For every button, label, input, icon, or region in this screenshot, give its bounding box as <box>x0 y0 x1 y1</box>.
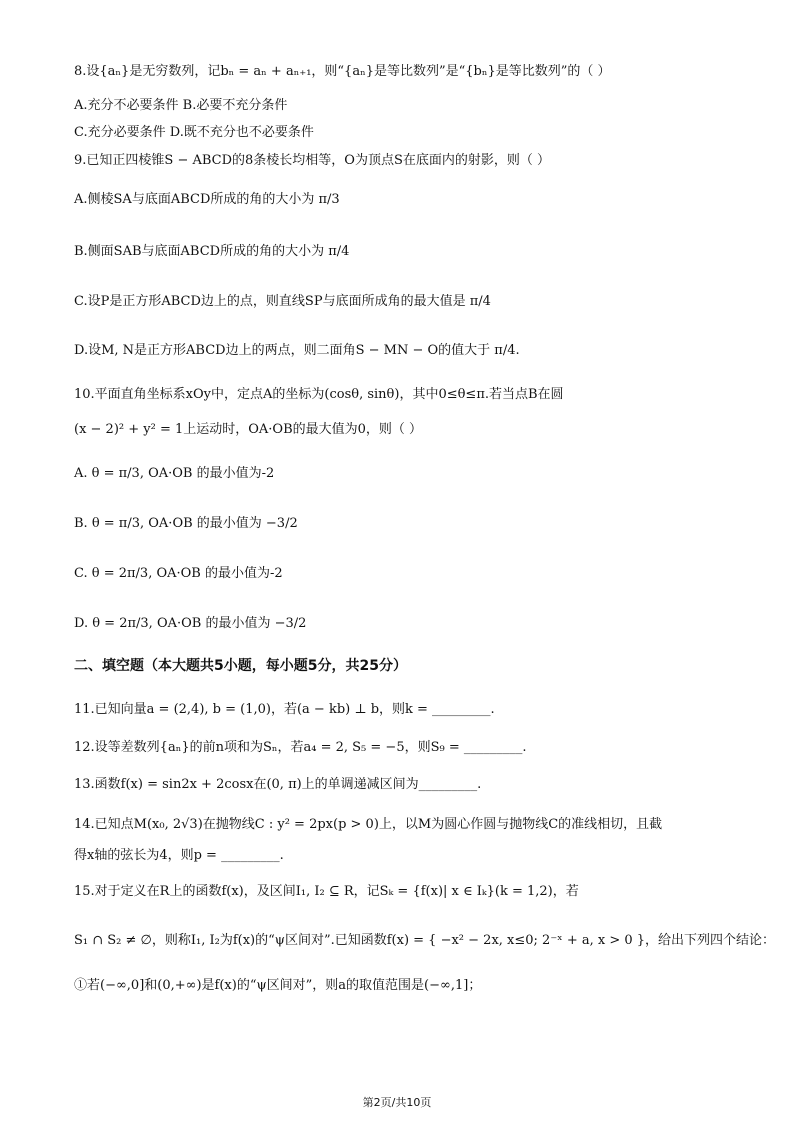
q10-stem-line1: 10.平面直角坐标系xOy中，定点A的坐标为(cosθ, sinθ)，其中0≤θ≤π.若当点B在圆 <box>74 387 564 402</box>
q10-option-a: A. θ = π/3, OA·OB 的最小值为-2 <box>74 466 275 481</box>
section-heading-fill-in: 二、填空题（本大题共5小题，每小题5分，共25分） <box>74 658 407 674</box>
q10-option-d: D. θ = 2π/3, OA·OB 的最小值为 −3/2 <box>74 616 307 631</box>
q15-line1: 15.对于定义在R上的函数f(x)，及区间I₁, I₂ ⊆ R，记Sₖ = {f(x)| x ∈ Iₖ}(k = 1,2)，若 <box>74 884 579 899</box>
q12: 12.设等差数列{aₙ}的前n项和为Sₙ，若a₄ = 2, S₅ = −5，则S₉ = _________. <box>74 740 527 755</box>
q8-stem: 8.设{aₙ}是无穷数列，记bₙ = aₙ + aₙ₊₁，则“{aₙ}是等比数列”是“{bₙ}是等比数列”的（ ） <box>74 64 611 79</box>
q10-stem-line2: (x − 2)² + y² = 1上运动时，OA·OB的最大值为0，则（ ） <box>74 422 423 437</box>
q8-options-cd: C.充分必要条件 D.既不充分也不必要条件 <box>74 125 314 140</box>
page-footer: 第2页/共10页 <box>362 1096 432 1109</box>
q15-line2: S₁ ∩ S₂ ≠ ∅，则称I₁, I₂为f(x)的“ψ区间对”.已知函数f(x) = { −x² − 2x, x≤0; 2⁻ˣ + a, x > 0 }，给出下列四个结论： <box>74 933 776 948</box>
q9-option-c: C.设P是正方形ABCD边上的点，则直线SP与底面所成角的最大值是 π/4 <box>74 294 491 309</box>
q10-option-b: B. θ = π/3, OA·OB 的最小值为 −3/2 <box>74 516 298 531</box>
q9-option-b: B.侧面SAB与底面ABCD所成的角的大小为 π/4 <box>74 244 350 259</box>
q10-option-c: C. θ = 2π/3, OA·OB 的最小值为-2 <box>74 566 283 581</box>
q9-option-a: A.侧棱SA与底面ABCD所成的角的大小为 π/3 <box>74 192 340 207</box>
q13: 13.函数f(x) = sin2x + 2cosx在(0, π)上的单调递减区间为_________. <box>74 777 482 792</box>
q8-options-ab: A.充分不必要条件 B.必要不充分条件 <box>74 98 288 113</box>
q15-line3: ①若(−∞,0]和(0,+∞)是f(x)的“ψ区间对”，则a的取值范围是(−∞,1]； <box>74 978 482 993</box>
q14-line1: 14.已知点M(x₀, 2√3)在抛物线C : y² = 2px(p > 0)上，以M为圆心作圆与抛物线C的准线相切，且截 <box>74 817 663 832</box>
q9-option-d: D.设M, N是正方形ABCD边上的两点，则二面角S − MN − O的值大于 π/4. <box>74 343 520 358</box>
q11: 11.已知向量a = (2,4), b = (1,0)，若(a − kb) ⊥ b，则k = _________. <box>74 702 495 717</box>
q9-stem: 9.已知正四棱锥S − ABCD的8条棱长均相等，O为顶点S在底面内的射影，则（ ） <box>74 153 550 168</box>
q14-line2: 得x轴的弦长为4，则p = _________. <box>74 848 284 863</box>
